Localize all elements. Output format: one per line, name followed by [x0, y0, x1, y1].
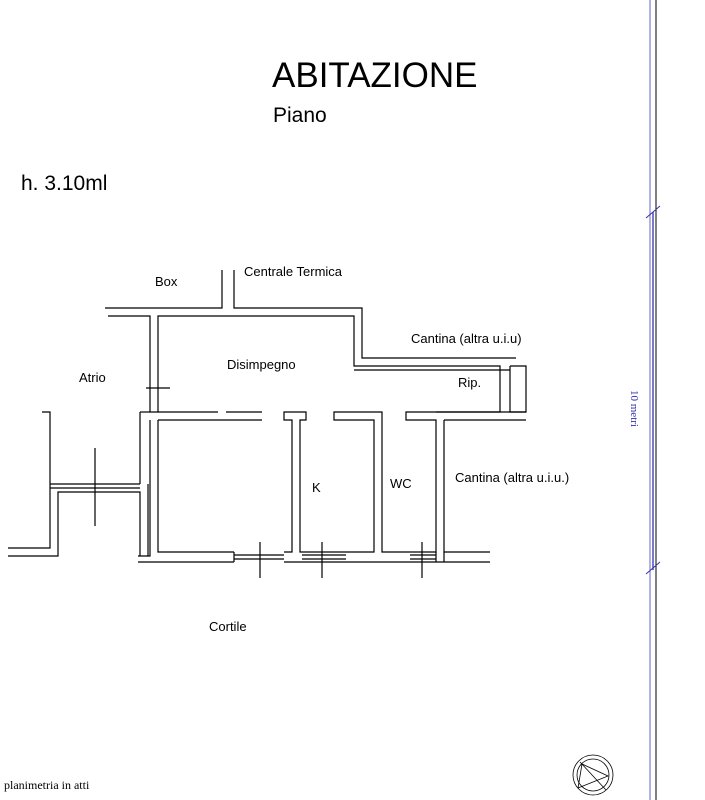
- floor-label: Piano: [273, 104, 327, 127]
- room-label-atrio: Atrio: [79, 370, 106, 385]
- plan-title: ABITAZIONE: [272, 56, 478, 95]
- room-label-wc: WC: [390, 476, 412, 491]
- room-label-cantina-right: Cantina (altra u.i.u.): [455, 470, 570, 485]
- ceiling-height-label: h. 3.10ml: [21, 172, 108, 195]
- room-label-box: Box: [155, 274, 178, 289]
- scale-label: 10 metri: [628, 390, 640, 427]
- scale-bar: [646, 0, 660, 800]
- room-label-rip: Rip.: [458, 375, 482, 390]
- atrio-walls: [8, 388, 170, 556]
- north-compass-icon: [573, 755, 613, 795]
- room-walls: [138, 412, 526, 578]
- room-label-centrale-termica: Centrale Termica: [244, 264, 343, 279]
- room-label-k: K: [312, 480, 321, 495]
- room-label-cantina-top: Cantina (altra u.i.u): [411, 331, 522, 346]
- footer-note: planimetria in atti: [4, 778, 90, 792]
- room-label-cortile: Cortile: [209, 619, 247, 634]
- room-label-disimpegno: Disimpegno: [227, 357, 296, 372]
